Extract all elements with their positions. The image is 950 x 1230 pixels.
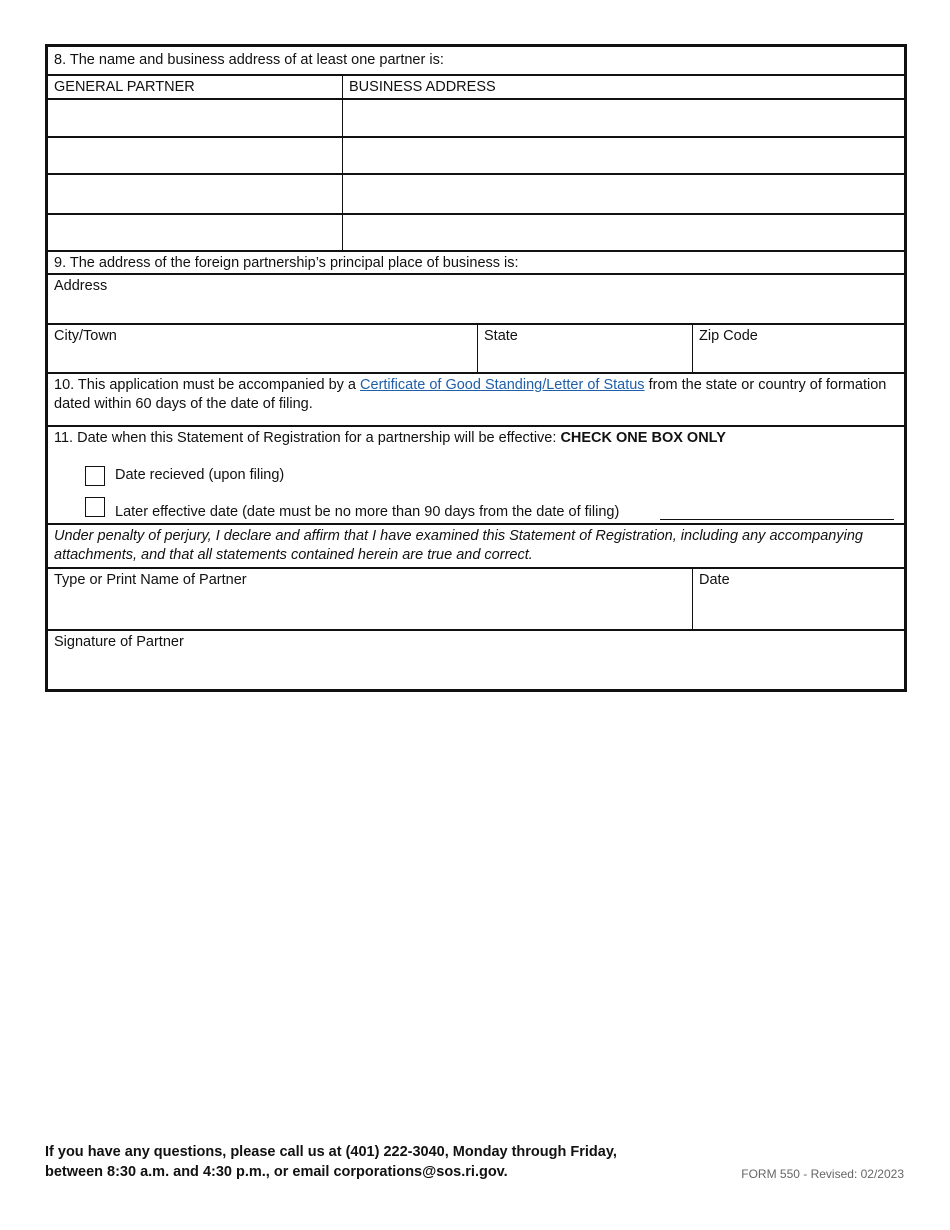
section-9-heading-row	[48, 250, 904, 274]
later-effective-date-checkbox[interactable]	[85, 497, 105, 517]
later-effective-date-input[interactable]	[660, 519, 894, 520]
signature-label: Signature of Partner	[54, 634, 184, 650]
zip-code-field[interactable]	[692, 325, 904, 373]
business-address-header	[342, 76, 904, 98]
partner-table-header	[48, 74, 904, 98]
signature-field[interactable]	[48, 629, 904, 691]
certificate-good-standing-link[interactable]: Certificate of Good Standing/Letter of Status	[360, 377, 645, 393]
section-10-row	[48, 372, 904, 426]
perjury-statement: Under penalty of perjury, I declare and affirm that I have examined this Statement of Registration, including any accompanying attachments, and that all statements contained herein are true and correct.	[54, 528, 863, 563]
city-state-zip-row	[48, 323, 904, 373]
business-address-field[interactable]	[342, 138, 904, 174]
general-partner-field[interactable]	[48, 175, 342, 213]
general-partner-header-label: GENERAL PARTNER	[54, 79, 195, 95]
footer-contact-info	[45, 1143, 617, 1182]
section-9-heading: 9. The address of the foreign partnership’s principal place of business is:	[54, 255, 519, 271]
general-partner-header	[48, 76, 342, 98]
section-10-text-before: 10. This application must be accompanied by a	[54, 377, 361, 393]
general-partner-field[interactable]	[48, 138, 342, 174]
state-label: State	[484, 328, 518, 344]
business-address-field[interactable]	[342, 215, 904, 251]
date-field[interactable]	[692, 569, 904, 630]
partner-row	[48, 173, 904, 213]
city-field[interactable]	[48, 325, 477, 373]
later-effective-date-label: Later effective date (date must be no more than 90 days from the date of filing)	[115, 504, 620, 520]
address-field[interactable]	[48, 273, 904, 323]
perjury-statement-row	[48, 523, 904, 568]
name-date-row	[48, 567, 904, 630]
registration-form-page	[45, 44, 907, 692]
date-label: Date	[699, 572, 730, 588]
section-8-heading: 8. The name and business address of at least one partner is:	[54, 52, 444, 68]
city-label: City/Town	[54, 328, 117, 344]
business-address-field[interactable]	[342, 100, 904, 136]
partner-name-label: Type or Print Name of Partner	[54, 572, 247, 588]
form-revision-label: FORM 550 - Revised: 02/2023	[741, 1167, 904, 1181]
partner-row	[48, 136, 904, 174]
footer-contact-line-2: between 8:30 a.m. and 4:30 p.m., or email corporations@sos.ri.gov.	[45, 1163, 508, 1180]
address-label: Address	[54, 278, 108, 294]
date-received-label: Date recieved (upon filing)	[115, 467, 285, 483]
section-10-text	[54, 376, 898, 414]
business-address-field[interactable]	[342, 175, 904, 213]
date-received-checkbox[interactable]	[85, 466, 105, 486]
section-10-text-after: from the state or country of formation dated within 60 days of the date of filing.	[54, 377, 887, 412]
partner-name-field[interactable]	[48, 569, 692, 630]
partner-row	[48, 98, 904, 136]
check-one-box-only: CHECK ONE BOX ONLY	[560, 430, 726, 446]
section-11-row	[48, 425, 904, 523]
business-address-header-label: BUSINESS ADDRESS	[349, 79, 496, 95]
general-partner-field[interactable]	[48, 100, 342, 136]
section-8-heading-row	[48, 47, 904, 74]
state-field[interactable]	[477, 325, 692, 373]
section-11-heading	[54, 429, 726, 448]
footer-contact-line-1: If you have any questions, please call us at (401) 222-3040, Monday through Friday,	[45, 1144, 617, 1160]
section-11-heading-text: 11. Date when this Statement of Registration for a partnership will be effective:	[54, 430, 561, 446]
zip-code-label: Zip Code	[699, 328, 758, 344]
general-partner-field[interactable]	[48, 215, 342, 251]
partner-row	[48, 213, 904, 251]
